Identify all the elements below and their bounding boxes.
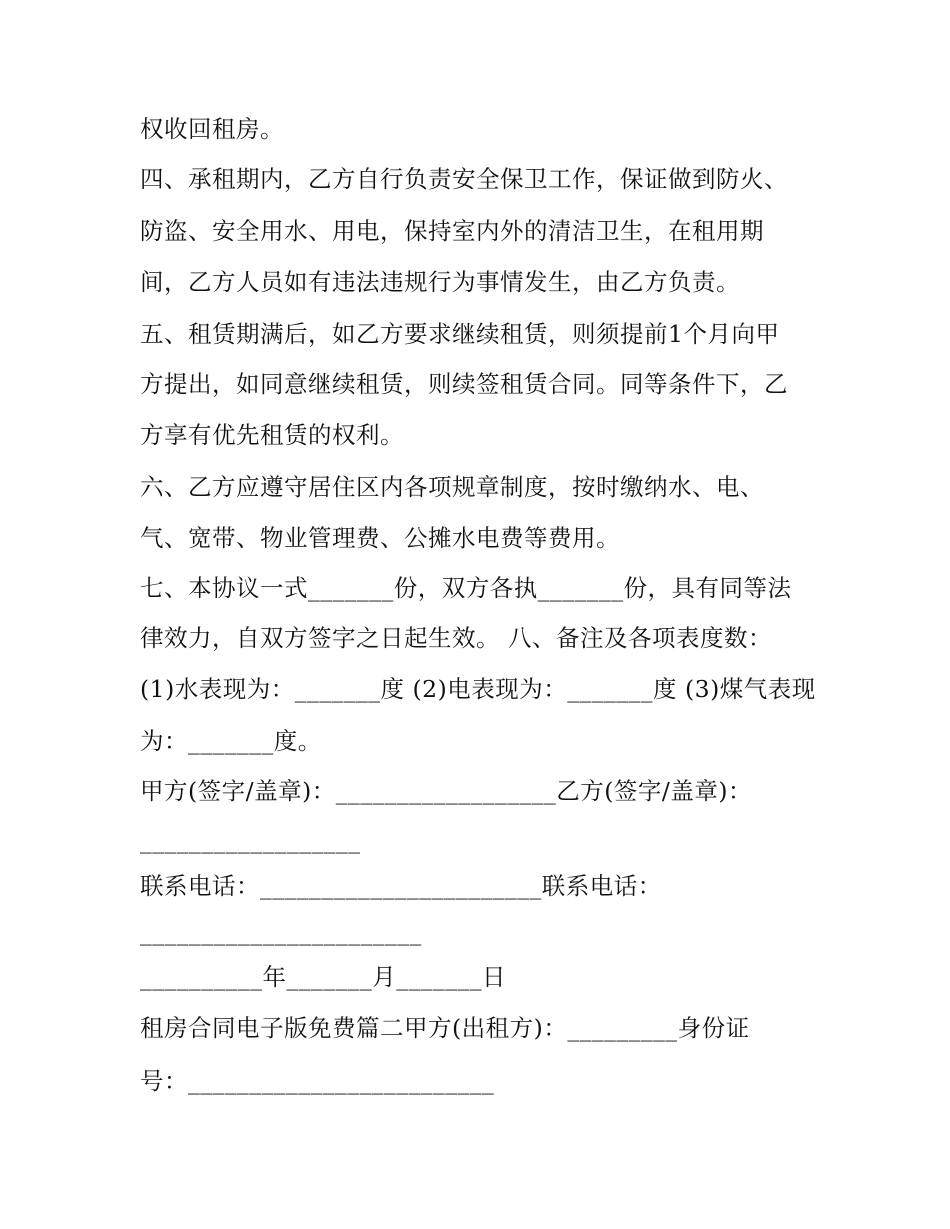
text-line: 气、宽带、物业管理费、公摊水电费等费用。 xyxy=(140,524,620,552)
text-line: 六、乙方应遵守居住区内各项规章制度，按时缴纳水、电、 xyxy=(140,473,764,501)
signature-blank: __________________ xyxy=(140,826,361,854)
text-line: 为：_______度。 xyxy=(140,727,322,755)
contact-blank: _______________________ xyxy=(140,918,422,946)
signature-line: 甲方(签字/盖章)：__________________乙方(签字/盖章)： xyxy=(140,777,753,805)
text-line: 间，乙方人员如有违法违规行为事情发生，由乙方负责。 xyxy=(140,268,740,296)
text-line: 权收回租房。 xyxy=(140,115,284,143)
text-line: 四、承租期内，乙方自行负责安全保卫工作，保证做到防火、 xyxy=(140,165,788,193)
contact-line: 联系电话：_______________________联系电话： xyxy=(140,872,662,900)
text-line: 方提出，如同意继续租赁，则续签租赁合同。同等条件下，乙 xyxy=(140,370,788,398)
text-line: (1)水表现为：_______度 (2)电表现为：_______度 (3)煤气表现 xyxy=(140,675,816,703)
text-line: 防盗、安全用水、用电，保持室内外的清洁卫生，在租用期 xyxy=(140,217,764,245)
text-line: 方享有优先租赁的权利。 xyxy=(140,421,404,449)
text-line: 七、本协议一式_______份，双方各执_______份，具有同等法 xyxy=(140,574,792,602)
text-line: 五、租赁期满后，如乙方要求继续租赁，则须提前1个月向甲 xyxy=(140,320,780,348)
text-line: 号：_________________________ xyxy=(140,1067,495,1095)
text-line: 律效力，自双方签字之日起生效。 八、备注及各项表度数： xyxy=(140,624,772,652)
date-line: __________年_______月_______日 xyxy=(140,963,506,991)
text-line: 租房合同电子版免费篇二甲方(出租方)：_________身份证 xyxy=(140,1014,750,1042)
